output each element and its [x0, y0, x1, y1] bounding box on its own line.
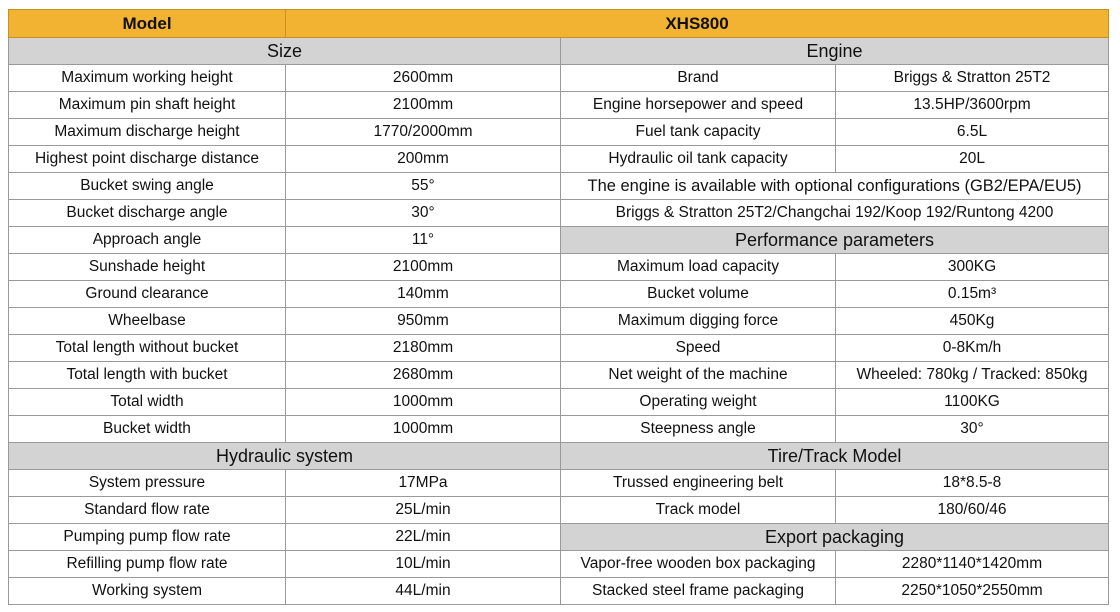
spec-label: Wheelbase: [9, 308, 286, 335]
spec-value: 1000mm: [286, 389, 561, 416]
table-row: [9, 335, 1109, 362]
table-row: [9, 497, 1109, 524]
spec-value: 140mm: [286, 281, 561, 308]
spec-label: Highest point discharge distance: [9, 146, 286, 173]
spec-label: Net weight of the machine: [561, 362, 836, 389]
spec-value: 950mm: [286, 308, 561, 335]
table-row: [9, 470, 1109, 497]
spec-value: 450Kg: [836, 308, 1109, 335]
spec-label: Standard flow rate: [9, 497, 286, 524]
spec-label: Speed: [561, 335, 836, 362]
spec-value: Briggs & Stratton 25T2: [836, 65, 1109, 92]
table-row: [9, 119, 1109, 146]
spec-value: 180/60/46: [836, 497, 1109, 524]
spec-label: Approach angle: [9, 227, 286, 254]
spec-value: 17MPa: [286, 470, 561, 497]
spec-label: Steepness angle: [561, 416, 836, 443]
spec-value: 25L/min: [286, 497, 561, 524]
table-row: [9, 254, 1109, 281]
spec-label: Total length without bucket: [9, 335, 286, 362]
engine-note: The engine is available with optional configurations (GB2/EPA/EU5): [561, 173, 1109, 200]
spec-value: 22L/min: [286, 524, 561, 551]
spec-label: Sunshade height: [9, 254, 286, 281]
spec-value: 2100mm: [286, 92, 561, 119]
section-header-tire: Tire/Track Model: [561, 443, 1109, 470]
spec-label: Maximum working height: [9, 65, 286, 92]
spec-value: 1000mm: [286, 416, 561, 443]
section-header-performance: Performance parameters: [561, 227, 1109, 254]
spec-value: 30°: [836, 416, 1109, 443]
table-row: [9, 92, 1109, 119]
spec-label: Vapor-free wooden box packaging: [561, 551, 836, 578]
spec-label: Stacked steel frame packaging: [561, 578, 836, 605]
table-row: [9, 308, 1109, 335]
spec-label: System pressure: [9, 470, 286, 497]
spec-label: Total width: [9, 389, 286, 416]
table-row: [9, 578, 1109, 605]
spec-label: Bucket swing angle: [9, 173, 286, 200]
spec-value: 11°: [286, 227, 561, 254]
table-row: [9, 551, 1109, 578]
spec-value: 300KG: [836, 254, 1109, 281]
spec-label: Maximum load capacity: [561, 254, 836, 281]
section-header-hydraulic: Hydraulic system: [9, 443, 561, 470]
spec-value: 44L/min: [286, 578, 561, 605]
spec-label: Fuel tank capacity: [561, 119, 836, 146]
spec-value: 30°: [286, 200, 561, 227]
table-row: [9, 65, 1109, 92]
spec-label: Working system: [9, 578, 286, 605]
spec-label: Pumping pump flow rate: [9, 524, 286, 551]
spec-value: 0.15m³: [836, 281, 1109, 308]
spec-label: Bucket discharge angle: [9, 200, 286, 227]
spec-value: 2100mm: [286, 254, 561, 281]
spec-label: Trussed engineering belt: [561, 470, 836, 497]
model-value: XHS800: [286, 10, 1109, 38]
spec-value: Wheeled: 780kg / Tracked: 850kg: [836, 362, 1109, 389]
model-label: Model: [9, 10, 286, 38]
spec-label: Maximum pin shaft height: [9, 92, 286, 119]
spec-label: Operating weight: [561, 389, 836, 416]
table-row: [9, 146, 1109, 173]
table-row: [9, 38, 1109, 65]
spec-label: Bucket width: [9, 416, 286, 443]
spec-label: Maximum digging force: [561, 308, 836, 335]
table-row: [9, 389, 1109, 416]
spec-value: 1100KG: [836, 389, 1109, 416]
spec-value: 2600mm: [286, 65, 561, 92]
spec-label: Hydraulic oil tank capacity: [561, 146, 836, 173]
spec-label: Brand: [561, 65, 836, 92]
spec-label: Refilling pump flow rate: [9, 551, 286, 578]
spec-label: Total length with bucket: [9, 362, 286, 389]
spec-value: 6.5L: [836, 119, 1109, 146]
spec-label: Bucket volume: [561, 281, 836, 308]
section-header-export: Export packaging: [561, 524, 1109, 551]
table-row: [9, 524, 1109, 551]
spec-label: Engine horsepower and speed: [561, 92, 836, 119]
table-row: [9, 10, 1109, 38]
table-row: [9, 281, 1109, 308]
section-header-size: Size: [9, 38, 561, 65]
spec-value: 20L: [836, 146, 1109, 173]
spec-value: 2180mm: [286, 335, 561, 362]
spec-label: Ground clearance: [9, 281, 286, 308]
spec-table: [8, 9, 1109, 605]
spec-label: Maximum discharge height: [9, 119, 286, 146]
table-row: [9, 173, 1109, 200]
table-row: [9, 362, 1109, 389]
spec-value: 2280*1140*1420mm: [836, 551, 1109, 578]
table-row: [9, 227, 1109, 254]
table-row: [9, 443, 1109, 470]
spec-value: 0-8Km/h: [836, 335, 1109, 362]
spec-value: 55°: [286, 173, 561, 200]
spec-value: 200mm: [286, 146, 561, 173]
spec-value: 1770/2000mm: [286, 119, 561, 146]
engine-options: Briggs & Stratton 25T2/Changchai 192/Koop 192/Runtong 4200: [561, 200, 1109, 227]
table-row: [9, 416, 1109, 443]
spec-label: Track model: [561, 497, 836, 524]
table-row: [9, 200, 1109, 227]
spec-value: 18*8.5-8: [836, 470, 1109, 497]
spec-value: 10L/min: [286, 551, 561, 578]
spec-value: 2250*1050*2550mm: [836, 578, 1109, 605]
spec-value: 2680mm: [286, 362, 561, 389]
spec-value: 13.5HP/3600rpm: [836, 92, 1109, 119]
section-header-engine: Engine: [561, 38, 1109, 65]
